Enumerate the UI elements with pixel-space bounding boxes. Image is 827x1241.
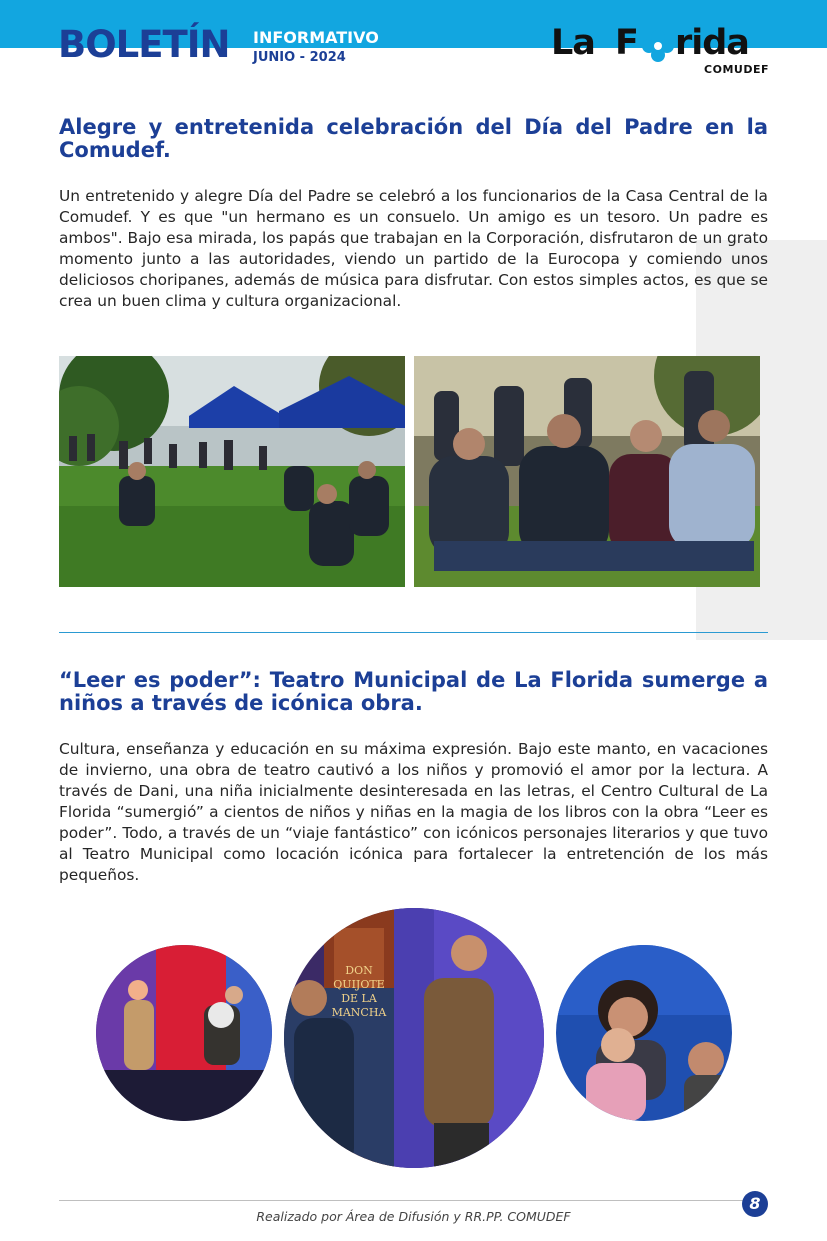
logo-word-la: La <box>551 23 595 63</box>
logo-word-f: F <box>615 23 638 63</box>
book-spine-line2: QUIJOTE <box>333 978 385 991</box>
book-spine-line3: DE LA <box>341 992 377 1005</box>
la-florida-logo <box>551 23 769 78</box>
article-body: Cultura, enseñanza y educación en su máxima expresión. Bajo este manto, en vacaciones de invierno, una obra de teatro cautivó a los niños y promovió el amor por la lectura. A través de Dani, una niña inicialmente desinteresada en las letras, el Centro Cultural de La Florida “sumergió” a cientos de niños y niñas en la magia de los libros con la obra “Leer es poder”. Todo, a través de un “viaje fantástico” con icónicos personajes literarios y que tuvo al Teatro Municipal como locación icónica para fortalecer la entretención de los más pequeños. <box>59 740 768 884</box>
book-spine-line1: DON <box>345 964 373 977</box>
bulletin-title: BOLETÍN <box>58 23 230 66</box>
book-spine-line4: MANCHA <box>331 1006 387 1019</box>
flower-icon <box>641 29 675 63</box>
logo-word-rida: rida <box>675 23 749 63</box>
bulletin-date: JUNIO - 2024 <box>253 50 346 65</box>
photo-theatre-stage <box>284 908 544 1168</box>
article-body: Un entretenido y alegre Día del Padre se celebró a los funcionarios de la Casa Central de la Comudef. Y es que "un hermano es un consuelo. Un amigo es un tesoro. Un padre es ambos". Bajo esa mirada, los papás que trabajan en la Corporación, disfrutaron de un grato momento junto a las autoridades, viendo un partido de la Eurocopa y comiendo unos deliciosos choripanes, además de música para disfrutar. Con estos simples actos, es que se crea un buen clima y cultura organizacional. <box>59 187 768 310</box>
page-number: 8 <box>742 1191 768 1217</box>
footer-rule <box>59 1200 749 1201</box>
photo-theatre-actors <box>96 945 272 1121</box>
article-heading: Alegre y entretenida celebración del Día del Padre en la Comudef. <box>59 115 768 162</box>
article-heading: “Leer es poder”: Teatro Municipal de La Florida sumerge a niños a través de icónica obra. <box>59 668 768 715</box>
photo-fathers-group <box>414 356 760 587</box>
section-divider <box>59 632 768 633</box>
photo-audience-children <box>556 945 732 1121</box>
bulletin-subtitle: INFORMATIVO <box>253 28 379 47</box>
footer-credit: Realizado por Área de Difusión y RR.PP. COMUDEF <box>256 1209 571 1224</box>
logo-subtitle: COMUDEF <box>704 63 769 76</box>
photo-outdoor-event <box>59 356 405 587</box>
